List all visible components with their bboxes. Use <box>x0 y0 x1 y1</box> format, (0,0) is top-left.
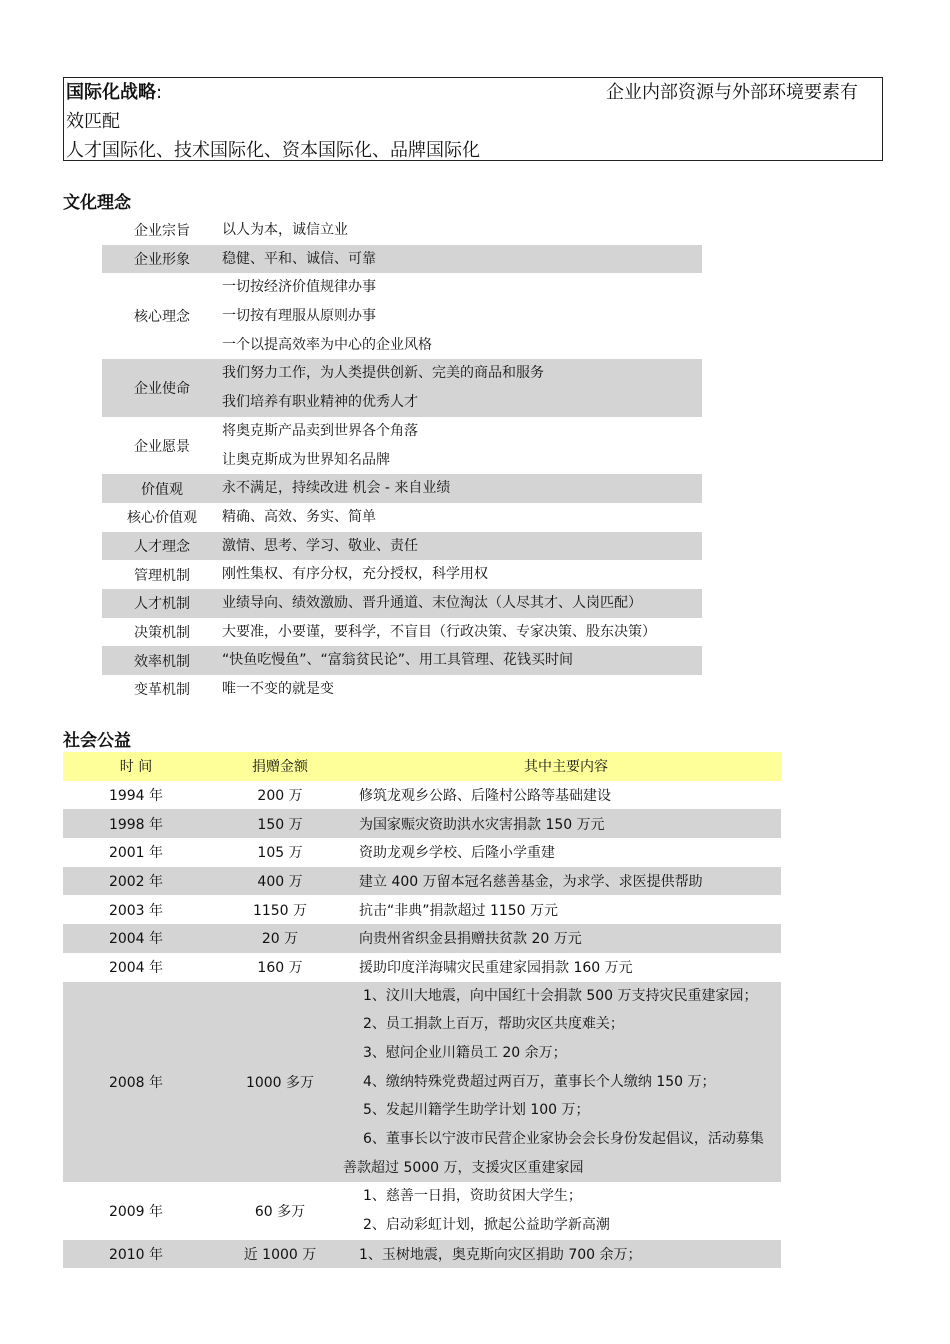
culture-row <box>102 589 702 618</box>
culture-key: 人才机制 <box>102 589 222 618</box>
culture-value-line: 永不满足，持续改进 机会 - 来自业绩 <box>222 480 451 497</box>
welfare-content-line: 5、发起川籍学生助学计划 100 万； <box>363 1102 590 1119</box>
culture-value <box>222 216 702 245</box>
welfare-year: 2010 年 <box>63 1240 209 1269</box>
culture-key: 效率机制 <box>102 646 222 675</box>
welfare-row <box>63 1182 781 1239</box>
welfare-year: 2001 年 <box>108 845 164 862</box>
welfare-row <box>63 895 781 924</box>
culture-value-line: 激情、思考、学习、敬业、责任 <box>222 537 418 554</box>
welfare-amount: 400 万 <box>209 867 351 896</box>
culture-row <box>102 245 702 274</box>
culture-value <box>222 359 702 416</box>
welfare-amount: 160 万 <box>257 960 303 977</box>
welfare-content-line: 1、汶川大地震，向中国红十会捐款 500 万支持灾民重建家园； <box>363 987 758 1004</box>
culture-value <box>222 589 702 618</box>
culture-key: 企业使命 <box>102 359 222 416</box>
welfare-content: 为国家赈灾资助洪水灾害捐款 150 万元 <box>351 809 781 838</box>
culture-value-line: 业绩导向、绩效激励、晋升通道、末位淘汰（人尽其才、人岗匹配） <box>222 594 642 611</box>
header-time: 时 间 <box>63 752 209 781</box>
culture-key: 企业形象 <box>102 245 222 274</box>
welfare-row <box>63 781 781 810</box>
culture-value-line: 以人为本，诚信立业 <box>222 222 348 238</box>
culture-value <box>222 245 702 274</box>
welfare-content: 抗击“非典”捐款超过 1150 万元 <box>359 902 559 919</box>
welfare-year: 1998 年 <box>63 809 209 838</box>
welfare-heading: 社会公益 <box>63 731 131 751</box>
welfare-row <box>63 982 781 1183</box>
welfare-content <box>351 1182 781 1239</box>
welfare-year: 2009 年 <box>108 1204 164 1220</box>
welfare-content <box>343 982 781 1183</box>
culture-row <box>102 216 702 245</box>
welfare-year: 2003 年 <box>108 902 164 919</box>
culture-table <box>102 216 702 704</box>
strategy-line-2: 效匹配 <box>66 111 120 132</box>
culture-heading: 文化理念 <box>63 193 131 213</box>
welfare-header-row <box>63 752 781 781</box>
welfare-row <box>63 838 781 867</box>
culture-row <box>102 503 702 532</box>
culture-key: 人才理念 <box>102 532 222 561</box>
welfare-content: 向贵州省织金县捐赠扶贫款 20 万元 <box>351 924 781 953</box>
welfare-row <box>63 924 781 953</box>
culture-key: 企业宗旨 <box>134 223 190 240</box>
welfare-content: 修筑龙观乡公路、后隆村公路等基础建设 <box>359 788 611 805</box>
welfare-row <box>63 1240 781 1269</box>
strategy-line-3: 人才国际化、技术国际化、资本国际化、品牌国际化 <box>66 140 480 161</box>
culture-row <box>102 646 702 675</box>
strategy-colon: : <box>156 82 163 103</box>
culture-value <box>222 273 702 359</box>
welfare-content: 援助印度洋海啸灾民重建家园捐款 160 万元 <box>359 960 633 977</box>
welfare-content: 1、玉树地震，奥克斯向灾区捐助 700 余万； <box>351 1240 781 1269</box>
culture-value-line: 一切按经济价值规律办事 <box>222 279 376 296</box>
welfare-year: 2008 年 <box>63 982 209 1183</box>
welfare-content-line: 6、董事长以宁波市民营企业家协会会长身份发起倡议，活动募集 <box>363 1130 764 1147</box>
culture-value <box>222 503 702 532</box>
strategy-title: 国际化战略 <box>66 82 156 103</box>
culture-value-line: 我们努力工作，为人类提供创新、完美的商品和服务 <box>222 365 544 382</box>
culture-key: 变革机制 <box>134 682 190 699</box>
strategy-box <box>63 77 883 161</box>
welfare-amount: 200 万 <box>257 788 303 805</box>
culture-key: 核心理念 <box>134 309 190 326</box>
welfare-amount: 20 万 <box>209 924 351 953</box>
header-amount: 捐赠金额 <box>209 752 351 781</box>
strategy-right-text: 企业内部资源与外部环境要素有 <box>606 82 858 103</box>
culture-row <box>102 474 702 503</box>
culture-value-line: “快鱼吃慢鱼”、“富翁贫民论”、用工具管理、花钱买时间 <box>222 652 574 669</box>
welfare-year: 2002 年 <box>63 867 209 896</box>
culture-value <box>222 675 702 704</box>
culture-key: 管理机制 <box>134 567 190 584</box>
culture-value-line: 精确、高效、务实、简单 <box>222 508 376 525</box>
culture-row <box>102 675 702 704</box>
strategy-line-1 <box>66 78 880 107</box>
culture-row <box>102 560 702 589</box>
culture-row <box>102 359 702 416</box>
strategy-title-wrap <box>66 78 162 107</box>
culture-row <box>102 273 702 359</box>
culture-value <box>222 417 702 474</box>
culture-value <box>222 532 702 561</box>
culture-row <box>102 417 702 474</box>
welfare-content-line: 3、慰问企业川籍员工 20 余万； <box>363 1044 567 1061</box>
welfare-row <box>63 953 781 982</box>
welfare-year: 1994 年 <box>108 788 164 805</box>
welfare-year: 2004 年 <box>63 924 209 953</box>
culture-value-line: 稳健、平和、诚信、可靠 <box>222 250 376 267</box>
welfare-row <box>63 867 781 896</box>
culture-value <box>222 474 702 503</box>
culture-value-line: 一个以提高效率为中心的企业风格 <box>222 336 432 353</box>
welfare-year: 2004 年 <box>108 960 164 977</box>
welfare-row <box>63 809 781 838</box>
culture-row <box>102 618 702 647</box>
culture-value-line: 刚性集权、有序分权，充分授权，科学用权 <box>222 566 488 583</box>
culture-value-line: 唯一不变的就是变 <box>222 681 334 697</box>
welfare-content-line: 2、员工捐款上百万，帮助灾区共度难关； <box>363 1016 624 1033</box>
culture-key: 企业愿景 <box>134 438 190 455</box>
welfare-amount: 105 万 <box>257 845 303 862</box>
culture-value <box>222 646 702 675</box>
welfare-amount: 150 万 <box>209 809 351 838</box>
welfare-content-line: 4、缴纳特殊党费超过两百万，董事长个人缴纳 150 万； <box>363 1073 716 1090</box>
welfare-amount: 1150 万 <box>252 902 308 919</box>
welfare-content-line: 善款超过 5000 万，支援灾区重建家园 <box>343 1159 584 1176</box>
welfare-amount: 1000 多万 <box>209 982 351 1183</box>
welfare-content: 资助龙观乡学校、后隆小学重建 <box>359 845 555 862</box>
welfare-content-line: 2、启动彩虹计划，掀起公益助学新高潮 <box>363 1217 610 1233</box>
welfare-content-line: 1、慈善一日捐，资助贫困大学生； <box>363 1188 582 1205</box>
culture-value-line: 让奥克斯成为世界知名品牌 <box>222 451 390 468</box>
culture-value-line: 大要准，小要谨，要科学，不盲目（行政决策、专家决策、股东决策） <box>222 623 656 640</box>
culture-key: 价值观 <box>102 474 222 503</box>
welfare-amount: 60 多万 <box>254 1204 306 1220</box>
welfare-content: 建立 400 万留本冠名慈善基金，为求学、求医提供帮助 <box>351 867 781 896</box>
welfare-table <box>63 752 781 1268</box>
culture-value-line: 一切按有理服从原则办事 <box>222 308 376 325</box>
culture-key: 决策机制 <box>134 624 190 641</box>
culture-key: 核心价值观 <box>127 510 197 527</box>
header-content: 其中主要内容 <box>351 752 781 781</box>
culture-value-line: 我们培养有职业精神的优秀人才 <box>222 394 418 411</box>
culture-row <box>102 532 702 561</box>
welfare-amount: 近 1000 万 <box>209 1240 351 1269</box>
culture-value <box>222 618 702 647</box>
culture-value <box>222 560 702 589</box>
culture-value-line: 将奥克斯产品卖到世界各个角落 <box>222 422 418 439</box>
